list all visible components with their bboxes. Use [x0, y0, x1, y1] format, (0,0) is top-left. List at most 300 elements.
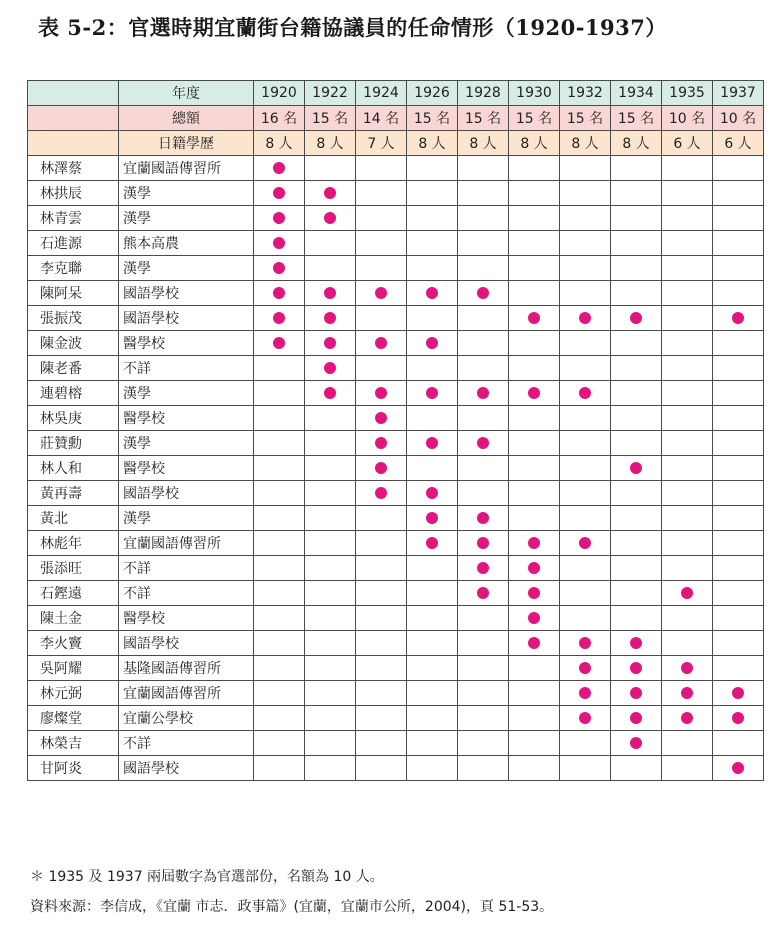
member-name: 吳阿耀 — [28, 656, 119, 681]
year-mark-cell — [662, 606, 713, 631]
year-mark-cell — [662, 706, 713, 731]
year-mark-cell — [407, 381, 458, 406]
appointed-dot-icon — [681, 687, 693, 699]
jp-count-cell: 8 人 — [611, 131, 662, 156]
year-mark-cell — [662, 156, 713, 181]
year-mark-cell — [611, 406, 662, 431]
year-mark-cell — [356, 306, 407, 331]
year-mark-cell — [509, 156, 560, 181]
member-education: 漢學 — [119, 431, 254, 456]
footnote: ＊ 1935 及 1937 兩屆數字為官選部份，名額為 10 人。 — [30, 869, 384, 885]
year-mark-cell — [713, 681, 764, 706]
year-mark-cell — [560, 206, 611, 231]
year-mark-cell — [407, 481, 458, 506]
year-mark-cell — [254, 431, 305, 456]
year-mark-cell — [509, 356, 560, 381]
year-mark-cell — [407, 706, 458, 731]
member-education: 宜蘭公學校 — [119, 706, 254, 731]
year-mark-cell — [458, 206, 509, 231]
year-mark-cell — [713, 606, 764, 631]
appointed-dot-icon — [579, 637, 591, 649]
year-mark-cell — [458, 681, 509, 706]
year-mark-cell — [356, 331, 407, 356]
year-mark-cell — [560, 606, 611, 631]
year-cell: 1932 — [560, 81, 611, 106]
year-mark-cell — [662, 756, 713, 781]
year-mark-cell — [356, 381, 407, 406]
year-mark-cell — [458, 706, 509, 731]
year-mark-cell — [713, 581, 764, 606]
year-mark-cell — [356, 656, 407, 681]
year-mark-cell — [713, 731, 764, 756]
year-mark-cell — [560, 306, 611, 331]
year-cell: 1937 — [713, 81, 764, 106]
year-mark-cell — [254, 531, 305, 556]
table-row — [28, 556, 764, 581]
appointed-dot-icon — [630, 662, 642, 674]
member-name: 林青雲 — [28, 206, 119, 231]
year-mark-cell — [560, 556, 611, 581]
year-mark-cell — [305, 706, 356, 731]
year-mark-cell — [560, 456, 611, 481]
year-mark-cell — [509, 556, 560, 581]
year-mark-cell — [356, 756, 407, 781]
jp-count-cell: 8 人 — [458, 131, 509, 156]
jp-count-cell: 6 人 — [662, 131, 713, 156]
appointed-dot-icon — [579, 662, 591, 674]
appointed-dot-icon — [681, 587, 693, 599]
appointed-dot-icon — [273, 237, 285, 249]
year-mark-cell — [611, 506, 662, 531]
appointed-dot-icon — [477, 287, 489, 299]
year-mark-cell — [458, 606, 509, 631]
year-mark-cell — [458, 556, 509, 581]
year-mark-cell — [560, 381, 611, 406]
year-mark-cell — [509, 206, 560, 231]
year-mark-cell — [662, 356, 713, 381]
year-mark-cell — [713, 181, 764, 206]
year-mark-cell — [254, 656, 305, 681]
member-education: 不詳 — [119, 356, 254, 381]
appointed-dot-icon — [324, 287, 336, 299]
year-mark-cell — [611, 731, 662, 756]
member-education: 醫學校 — [119, 331, 254, 356]
member-name: 黃再壽 — [28, 481, 119, 506]
year-mark-cell — [662, 631, 713, 656]
appointed-dot-icon — [273, 187, 285, 199]
year-mark-cell — [509, 631, 560, 656]
member-name: 林人和 — [28, 456, 119, 481]
member-education: 醫學校 — [119, 606, 254, 631]
year-mark-cell — [509, 231, 560, 256]
year-mark-cell — [458, 256, 509, 281]
year-mark-cell — [356, 456, 407, 481]
year-mark-cell — [305, 531, 356, 556]
year-mark-cell — [407, 656, 458, 681]
year-mark-cell — [407, 231, 458, 256]
year-mark-cell — [305, 381, 356, 406]
year-mark-cell — [713, 506, 764, 531]
appointed-dot-icon — [477, 387, 489, 399]
year-mark-cell — [662, 381, 713, 406]
year-mark-cell — [560, 706, 611, 731]
table-row — [28, 181, 764, 206]
year-mark-cell — [407, 281, 458, 306]
table-row — [28, 431, 764, 456]
year-mark-cell — [254, 281, 305, 306]
table-row — [28, 281, 764, 306]
appointed-dot-icon — [528, 537, 540, 549]
year-mark-cell — [305, 656, 356, 681]
appointed-dot-icon — [273, 337, 285, 349]
year-mark-cell — [662, 181, 713, 206]
year-mark-cell — [509, 431, 560, 456]
year-mark-cell — [356, 256, 407, 281]
year-mark-cell — [713, 406, 764, 431]
appointed-dot-icon — [324, 337, 336, 349]
year-mark-cell — [407, 331, 458, 356]
year-mark-cell — [254, 631, 305, 656]
appointed-dot-icon — [579, 312, 591, 324]
year-mark-cell — [305, 231, 356, 256]
member-education: 漢學 — [119, 181, 254, 206]
table-body — [28, 81, 764, 781]
year-mark-cell — [305, 431, 356, 456]
total-cell: 15 名 — [560, 106, 611, 131]
jp-count-cell: 8 人 — [254, 131, 305, 156]
year-mark-cell — [356, 406, 407, 431]
member-education: 國語學校 — [119, 281, 254, 306]
year-mark-cell — [611, 431, 662, 456]
appointed-dot-icon — [732, 687, 744, 699]
table-row — [28, 681, 764, 706]
year-mark-cell — [407, 631, 458, 656]
member-education: 國語學校 — [119, 306, 254, 331]
year-mark-cell — [713, 356, 764, 381]
year-mark-cell — [560, 281, 611, 306]
table-row — [28, 481, 764, 506]
table-row — [28, 456, 764, 481]
table-row — [28, 406, 764, 431]
year-mark-cell — [662, 456, 713, 481]
year-mark-cell — [560, 256, 611, 281]
year-mark-cell — [611, 256, 662, 281]
year-mark-cell — [305, 606, 356, 631]
table-row — [28, 256, 764, 281]
year-mark-cell — [560, 656, 611, 681]
member-name: 林吳庚 — [28, 406, 119, 431]
member-name: 連碧榕 — [28, 381, 119, 406]
member-name: 林元弼 — [28, 681, 119, 706]
year-mark-cell — [509, 331, 560, 356]
year-mark-cell — [611, 581, 662, 606]
year-mark-cell — [407, 506, 458, 531]
appointed-dot-icon — [732, 312, 744, 324]
year-mark-cell — [305, 256, 356, 281]
year-mark-cell — [509, 606, 560, 631]
year-label: 年度 — [119, 81, 254, 106]
appointed-dot-icon — [426, 337, 438, 349]
year-mark-cell — [407, 156, 458, 181]
appointed-dot-icon — [732, 762, 744, 774]
year-mark-cell — [611, 181, 662, 206]
appointed-dot-icon — [375, 437, 387, 449]
table-row — [28, 206, 764, 231]
table-row — [28, 731, 764, 756]
total-cell: 14 名 — [356, 106, 407, 131]
total-cell: 15 名 — [458, 106, 509, 131]
year-mark-cell — [254, 256, 305, 281]
year-mark-cell — [356, 506, 407, 531]
appointed-dot-icon — [477, 537, 489, 549]
year-mark-cell — [458, 331, 509, 356]
header-blank-cell — [28, 131, 119, 156]
year-mark-cell — [254, 181, 305, 206]
year-mark-cell — [356, 481, 407, 506]
year-mark-cell — [407, 456, 458, 481]
year-mark-cell — [356, 706, 407, 731]
year-mark-cell — [254, 356, 305, 381]
appointed-dot-icon — [477, 587, 489, 599]
year-mark-cell — [713, 431, 764, 456]
year-mark-cell — [509, 756, 560, 781]
appointed-dot-icon — [273, 287, 285, 299]
appointed-dot-icon — [630, 637, 642, 649]
appointed-dot-icon — [426, 287, 438, 299]
member-name: 石進源 — [28, 231, 119, 256]
total-cell: 15 名 — [611, 106, 662, 131]
year-mark-cell — [560, 506, 611, 531]
year-mark-cell — [407, 356, 458, 381]
year-mark-cell — [356, 181, 407, 206]
year-mark-cell — [305, 481, 356, 506]
year-mark-cell — [356, 281, 407, 306]
appointed-dot-icon — [477, 512, 489, 524]
year-mark-cell — [458, 156, 509, 181]
year-mark-cell — [458, 506, 509, 531]
total-cell: 10 名 — [662, 106, 713, 131]
year-mark-cell — [611, 206, 662, 231]
year-mark-cell — [662, 481, 713, 506]
year-mark-cell — [662, 531, 713, 556]
year-mark-cell — [458, 581, 509, 606]
year-mark-cell — [560, 581, 611, 606]
year-mark-cell — [611, 481, 662, 506]
appointed-dot-icon — [579, 537, 591, 549]
table-row — [28, 531, 764, 556]
year-mark-cell — [305, 731, 356, 756]
member-name: 莊贊勳 — [28, 431, 119, 456]
member-education: 宜蘭國語傳習所 — [119, 681, 254, 706]
year-mark-cell — [611, 656, 662, 681]
year-mark-cell — [458, 406, 509, 431]
year-mark-cell — [356, 731, 407, 756]
member-name: 張振茂 — [28, 306, 119, 331]
year-mark-cell — [407, 606, 458, 631]
appointed-dot-icon — [324, 187, 336, 199]
appointed-dot-icon — [324, 212, 336, 224]
year-cell: 1920 — [254, 81, 305, 106]
appointed-dot-icon — [375, 487, 387, 499]
year-mark-cell — [560, 406, 611, 431]
year-mark-cell — [662, 556, 713, 581]
member-education: 漢學 — [119, 506, 254, 531]
header-row-year — [28, 81, 764, 106]
year-mark-cell — [458, 356, 509, 381]
year-cell: 1934 — [611, 81, 662, 106]
member-education: 國語學校 — [119, 756, 254, 781]
year-mark-cell — [509, 506, 560, 531]
year-mark-cell — [509, 181, 560, 206]
year-mark-cell — [713, 706, 764, 731]
table-row — [28, 356, 764, 381]
table-row — [28, 706, 764, 731]
year-mark-cell — [407, 581, 458, 606]
year-mark-cell — [509, 281, 560, 306]
year-mark-cell — [713, 331, 764, 356]
year-mark-cell — [560, 756, 611, 781]
year-mark-cell — [254, 706, 305, 731]
member-education: 不詳 — [119, 556, 254, 581]
year-mark-cell — [713, 206, 764, 231]
appointed-dot-icon — [324, 362, 336, 374]
jp-count-cell: 8 人 — [407, 131, 458, 156]
appointed-dot-icon — [375, 287, 387, 299]
year-mark-cell — [713, 381, 764, 406]
year-mark-cell — [611, 681, 662, 706]
table-row — [28, 331, 764, 356]
appointed-dot-icon — [426, 437, 438, 449]
year-mark-cell — [305, 406, 356, 431]
table-row — [28, 231, 764, 256]
jp-count-cell: 8 人 — [509, 131, 560, 156]
year-mark-cell — [254, 406, 305, 431]
year-mark-cell — [356, 581, 407, 606]
year-mark-cell — [713, 756, 764, 781]
total-cell: 15 名 — [509, 106, 560, 131]
total-cell: 10 名 — [713, 106, 764, 131]
member-name: 甘阿炎 — [28, 756, 119, 781]
year-mark-cell — [305, 581, 356, 606]
year-mark-cell — [611, 281, 662, 306]
table-row — [28, 631, 764, 656]
year-mark-cell — [254, 731, 305, 756]
total-label: 總額 — [119, 106, 254, 131]
appointed-dot-icon — [426, 512, 438, 524]
appointed-dot-icon — [579, 712, 591, 724]
total-cell: 15 名 — [305, 106, 356, 131]
year-mark-cell — [254, 156, 305, 181]
year-mark-cell — [254, 606, 305, 631]
table-row — [28, 506, 764, 531]
appointed-dot-icon — [681, 662, 693, 674]
year-cell: 1924 — [356, 81, 407, 106]
year-mark-cell — [458, 231, 509, 256]
year-mark-cell — [713, 231, 764, 256]
year-mark-cell — [254, 481, 305, 506]
header-row-total — [28, 106, 764, 131]
year-mark-cell — [713, 631, 764, 656]
year-mark-cell — [509, 681, 560, 706]
appointed-dot-icon — [528, 637, 540, 649]
year-mark-cell — [560, 631, 611, 656]
member-name: 李火竇 — [28, 631, 119, 656]
year-mark-cell — [458, 306, 509, 331]
appointed-dot-icon — [477, 562, 489, 574]
year-mark-cell — [611, 631, 662, 656]
year-mark-cell — [407, 306, 458, 331]
year-mark-cell — [407, 556, 458, 581]
year-mark-cell — [458, 431, 509, 456]
appointed-dot-icon — [273, 162, 285, 174]
year-mark-cell — [305, 756, 356, 781]
table-row — [28, 156, 764, 181]
member-name: 石鏗遠 — [28, 581, 119, 606]
year-mark-cell — [458, 631, 509, 656]
year-mark-cell — [254, 506, 305, 531]
year-mark-cell — [305, 181, 356, 206]
year-mark-cell — [407, 681, 458, 706]
year-mark-cell — [713, 556, 764, 581]
year-mark-cell — [560, 356, 611, 381]
appointed-dot-icon — [375, 462, 387, 474]
year-mark-cell — [611, 606, 662, 631]
member-education: 國語學校 — [119, 481, 254, 506]
year-mark-cell — [254, 556, 305, 581]
member-name: 陳老番 — [28, 356, 119, 381]
year-mark-cell — [305, 356, 356, 381]
year-mark-cell — [713, 256, 764, 281]
appointed-dot-icon — [324, 312, 336, 324]
appointment-table — [27, 80, 764, 781]
appointed-dot-icon — [273, 212, 285, 224]
year-mark-cell — [407, 256, 458, 281]
appointed-dot-icon — [273, 262, 285, 274]
appointed-dot-icon — [375, 412, 387, 424]
member-education: 國語學校 — [119, 631, 254, 656]
year-mark-cell — [305, 506, 356, 531]
year-mark-cell — [611, 356, 662, 381]
year-mark-cell — [305, 156, 356, 181]
year-cell: 1935 — [662, 81, 713, 106]
year-mark-cell — [254, 206, 305, 231]
year-mark-cell — [458, 456, 509, 481]
appointed-dot-icon — [324, 387, 336, 399]
year-mark-cell — [560, 531, 611, 556]
year-mark-cell — [356, 431, 407, 456]
member-education: 基隆國語傳習所 — [119, 656, 254, 681]
member-name: 陳阿呆 — [28, 281, 119, 306]
year-mark-cell — [611, 556, 662, 581]
year-cell: 1930 — [509, 81, 560, 106]
year-mark-cell — [254, 331, 305, 356]
year-mark-cell — [662, 731, 713, 756]
total-cell: 15 名 — [407, 106, 458, 131]
year-mark-cell — [611, 306, 662, 331]
member-education: 不詳 — [119, 731, 254, 756]
year-mark-cell — [509, 381, 560, 406]
year-mark-cell — [254, 381, 305, 406]
year-mark-cell — [713, 656, 764, 681]
year-mark-cell — [254, 306, 305, 331]
table-row — [28, 606, 764, 631]
year-mark-cell — [662, 656, 713, 681]
table-row — [28, 381, 764, 406]
appointed-dot-icon — [630, 712, 642, 724]
jp-count-cell: 8 人 — [560, 131, 611, 156]
year-mark-cell — [611, 706, 662, 731]
year-mark-cell — [305, 681, 356, 706]
